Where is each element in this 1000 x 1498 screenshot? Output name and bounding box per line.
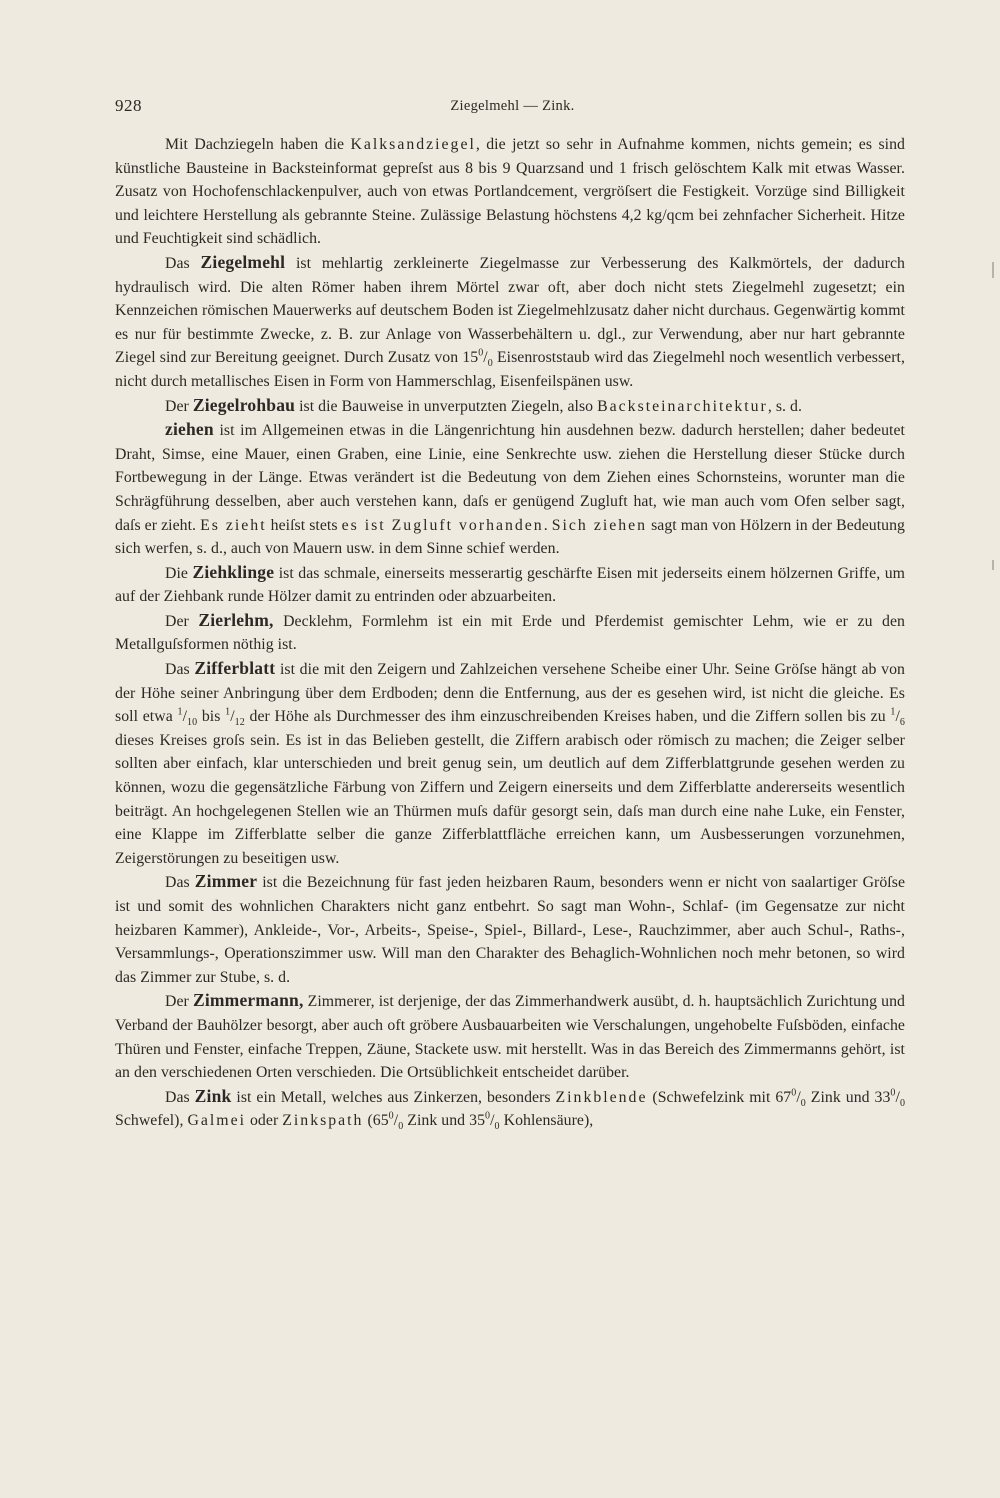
fraction-numerator: 1 bbox=[177, 706, 183, 718]
text-run: Zimmerer, ist derjenige, der das Zimmerhandwerk ausübt, d. h. hauptsächlich Zurichtung und Verband der Bauhölzer besorgt, aber auch oft gröbere Ausbauarbeiten wie Verschalungen, ungehobelte Fuſsböden, einfache Thüren und Fenster, einfache Treppen, Zäune, Stackete usw. mit herstellt. Was in das Bereich des Zimmermanns gehört, ist an den verschiedenen Orten verschieden. Die Ortsüblichkeit entscheidet darüber. bbox=[115, 993, 905, 1082]
lemma-headword: Ziegelmehl bbox=[200, 251, 286, 272]
paragraph bbox=[115, 657, 905, 870]
text-run: ist mehlartig zerkleinerte Ziegelmasse zur Verbesserung des Kalkmörtels, der dadurch hydraulisch wird. Die alten Römer haben ihrem Mörtel zwar oft, aber doch nicht stets Ziegelmehl zugesetzt; ein Kennzeichen römischen Mauerwerks auf deutschem Boden ist Ziegelmehlzusatz daher nicht durchaus. Gegenwärtig kommt es nur für bestimmte Zwecke, z. B. zur Anlage von Wasserbehältern u. dgl., zur Verwendung, aber nur hart gebrannte Ziegel sind zur Bereitung geeignet. Durch Zusatz von 15 bbox=[115, 254, 906, 367]
paragraph bbox=[115, 870, 905, 989]
text-run: ist die Bauweise in unverputzten Ziegeln, also bbox=[295, 397, 598, 415]
spaced-term: es ist Zugluft vorhanden bbox=[341, 516, 544, 534]
text-run: oder bbox=[245, 1112, 283, 1130]
spaced-term: Galmei bbox=[187, 1112, 246, 1130]
paragraph bbox=[115, 989, 905, 1084]
text-run: heiſst stets bbox=[266, 516, 342, 534]
text-run: , s. d. bbox=[767, 397, 802, 415]
fraction-numerator: 0 bbox=[890, 1087, 896, 1099]
fraction-denominator: 0 bbox=[800, 1097, 806, 1109]
text-run: dieses Kreises groſs sein. Es ist in das Belieben gestellt, die Ziffern arabisch oder römisch zu machen; die Zeiger selber sollten aber einfach, klar unterschieden und breit genug sein, um deutlich auf dem Zifferblattgrunde gesehen werden zu können, wozu die gegensätzliche Färbung von Ziffern und Zeigern einerseits und dem Zifferblatte andererseits wesentlich beiträgt. An hochgelegenen Stellen wie an Thürmen muſs dafür gesorgt sein, daſs man durch eine nahe Luke, ein Fenster, eine Klappe im Zifferblatte selber die ganze Zifferblattfläche erreichen kann, um Ausbesserungen vorzunehmen, Zeigerstörungen zu beseitigen usw. bbox=[115, 731, 905, 867]
fraction-denominator: 10 bbox=[187, 717, 198, 729]
fraction-numerator: 0 bbox=[478, 348, 484, 360]
text-run: Die bbox=[165, 564, 193, 582]
body-text bbox=[115, 133, 905, 1133]
fraction-denominator: 6 bbox=[899, 717, 905, 729]
text-run: . bbox=[543, 516, 552, 534]
text-run: Das bbox=[165, 1088, 195, 1106]
text-run: ist im Allgemeinen etwas in die Längenrichtung hin ausdehnen bezw. dadurch herstellen; daher bedeutet Draht, Simse, eine Mauer, einen Graben, eine Linie, eine Senkrechte usw. ziehen die Herstellung dieser Stücke durch Fortbewegung in der Länge. Etwas verändert ist die Bedeutung von dem Ziehen eines Schornsteins, worunter man die Schrägführung desselben, aber auch verstehen kann, daſs er genügend Zugluft hat, wie man auch vom Ofen selber sagt, daſs er zieht. bbox=[115, 422, 905, 534]
text-run: Mit Dachziegeln haben die bbox=[165, 136, 351, 153]
lemma-headword: Ziehklinge bbox=[192, 561, 275, 582]
paragraph bbox=[115, 1085, 905, 1133]
text-run: Der bbox=[165, 397, 193, 415]
page-header bbox=[115, 96, 910, 120]
lemma-headword: Zimmer bbox=[194, 871, 258, 892]
lemma-headword: Zierlehm, bbox=[198, 609, 274, 630]
fraction: $^0/_0$ bbox=[388, 1111, 404, 1133]
text-run: Schwefel), bbox=[115, 1112, 188, 1130]
spaced-term: Zinkblende bbox=[555, 1088, 648, 1106]
text-run: ist die mit den Zeigern und Zahlzeichen versehene Scheibe einer Uhr. Seine Gröſse hängt ab von der Höhe seiner Anbringung über dem Erdboden; denn die Entfernung, aus der es gesehen wird, ist nicht die gleiche. Es soll etwa bbox=[115, 661, 906, 726]
running-title: Ziegelmehl — Zink. bbox=[450, 98, 575, 114]
text-run: Der bbox=[165, 612, 199, 630]
paragraph bbox=[115, 251, 905, 394]
text-run: bis bbox=[197, 708, 226, 726]
fraction-numerator: 0 bbox=[485, 1111, 491, 1123]
fraction-numerator: 0 bbox=[388, 1111, 394, 1123]
spaced-term: Kalksandziegel bbox=[350, 136, 476, 153]
fraction: $^0/_0$ bbox=[890, 1087, 905, 1109]
text-run: ist das schmale, einerseits messerartig geschärfte Eisen mit jederseits einem hölzernen Griffe, um auf der Ziehbank runde Hölzer damit zu entrinden oder abzuarbeiten. bbox=[115, 564, 905, 606]
spaced-term: Es zieht bbox=[200, 516, 267, 534]
fraction-denominator: 0 bbox=[487, 358, 493, 370]
spaced-term: Sich ziehen bbox=[551, 516, 648, 534]
fraction: $^1/_{10}$ bbox=[177, 706, 198, 729]
fraction: $^0/_0$ bbox=[791, 1087, 806, 1109]
text-run: (65 bbox=[363, 1112, 389, 1130]
fraction-denominator: 0 bbox=[398, 1121, 404, 1133]
fraction: $^0/_0$ bbox=[485, 1111, 500, 1133]
text-run: (Schwefelzink mit 67 bbox=[647, 1088, 792, 1106]
text-run: Zink und 33 bbox=[805, 1088, 891, 1106]
paragraph bbox=[115, 394, 905, 419]
fraction-numerator: 0 bbox=[791, 1087, 797, 1099]
paragraph bbox=[115, 561, 905, 609]
scan-edge-mark bbox=[992, 560, 994, 570]
text-run: ist die Bezeichnung für fast jeden heizbaren Raum, besonders wenn er nicht von saalartiger Gröſse ist und somit des wohnlichen Charakters nicht ganz entbehrt. So sagt man Wohn-, Schlaf- (im Gegensatze zur nicht heizbaren Kammer), Ankleide-, Vor-, Arbeits-, Speise-, Spiel-, Billard-, Lese-, Rauchzimmer, aber auch Schul-, Raths-, Versammlungs-, Operationszimmer usw. Will man den Charakter des Behaglich-Wohnlichen noch mehr betonen, so wird das Zimmer zur Stube, s. d. bbox=[115, 874, 906, 986]
spaced-term: Zinkspath bbox=[282, 1112, 364, 1130]
text-run: Zink und 35 bbox=[403, 1112, 486, 1130]
lemma-headword: Ziegelrohbau bbox=[192, 394, 296, 415]
paragraph bbox=[115, 133, 905, 251]
spaced-term: Backsteinarchitektur bbox=[597, 397, 768, 415]
fraction-denominator: 0 bbox=[494, 1121, 500, 1133]
lemma-headword: Zimmermann, bbox=[192, 990, 304, 1011]
scan-edge-mark bbox=[992, 262, 994, 278]
text-run: Decklehm, Formlehm ist ein mit Erde und Pferdemist gemischter Lehm, wie er zu den Metallguſsformen nöthig ist. bbox=[115, 612, 905, 654]
paragraph bbox=[115, 418, 905, 561]
text-run: Kohlensäure), bbox=[499, 1112, 594, 1130]
lemma-headword: Zifferblatt bbox=[194, 658, 276, 679]
text-run: Das bbox=[165, 254, 201, 272]
paragraph bbox=[115, 609, 905, 657]
text-run: der Höhe als Durchmesser des ihm einzuschreibenden Kreises haben, und die Ziffern sollen bis zu bbox=[244, 708, 891, 726]
fraction-denominator: 0 bbox=[899, 1097, 905, 1109]
text-run: Eisenroststaub wird das Ziegelmehl noch wesentlich verbessert, nicht durch metallisches Eisen in Form von Hammerschlag, Eisenfeilspänen usw. bbox=[115, 349, 905, 390]
fraction-numerator: 1 bbox=[890, 706, 896, 718]
text-run: ist ein Metall, welches aus Zinkerzen, besonders bbox=[231, 1088, 556, 1106]
fraction: $^0/_0$ bbox=[478, 348, 493, 370]
lemma-headword: Zink bbox=[194, 1085, 232, 1106]
fraction: $^1/_{12}$ bbox=[225, 706, 245, 729]
fraction: $^1/_6$ bbox=[890, 706, 905, 729]
text-run: sagt man von Hölzern in der Bedeutung sich werfen, s. d., auch von Mauern usw. in dem Sinne schief werden. bbox=[115, 516, 905, 558]
page-number: 928 bbox=[115, 96, 142, 115]
text-run: , die jetzt so sehr in Aufnahme kommen, nichts gemein; es sind künstliche Bausteine in Backsteinformat gepreſst aus 8 bis 9 Quarzsand und 1 frisch gelöschtem Kalk mit etwas Wasser. Zusatz von Hochofenschlackenpulver, auch von etwas Portlandcement, vergröſsert die Festigkeit. Vorzüge sind Billigkeit und leichtere Herstellung als gebrannte Steine. Zulässige Belastung höchstens 4,2 kg/qcm bei zehnfacher Sicherheit. Hitze und Feuchtigkeit sind schädlich. bbox=[115, 136, 905, 248]
text-run: Das bbox=[165, 874, 195, 892]
fraction-denominator: 12 bbox=[234, 717, 245, 729]
lemma-headword: ziehen bbox=[165, 419, 214, 440]
text-run: Das bbox=[165, 661, 195, 679]
text-run: Der bbox=[165, 993, 193, 1011]
fraction-numerator: 1 bbox=[225, 706, 231, 718]
